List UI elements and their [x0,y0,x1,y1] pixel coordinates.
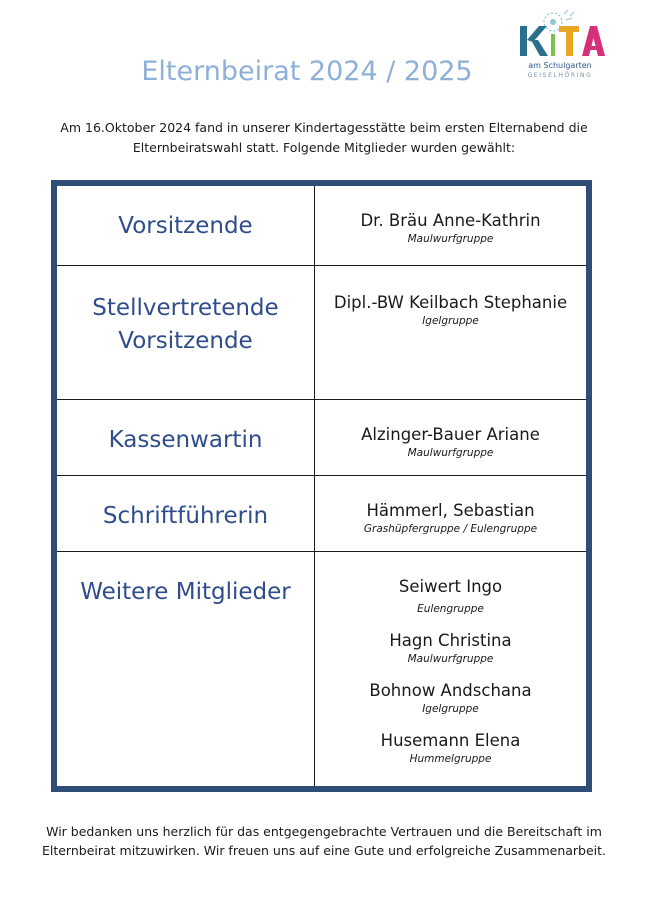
member-entry [315,616,586,666]
member-name: Hämmerl, Sebastian [366,500,535,520]
member-name: Alzinger-Bauer Ariane [361,424,540,444]
logo-location: GEISELHÖRING [527,72,593,79]
member-group: Igelgruppe [422,314,479,327]
member-name: Husemann Elena [380,730,521,750]
member-cell [315,265,587,399]
member-group: Maulwurfgruppe [407,446,494,459]
role-label: Schriftführerin [102,502,269,529]
member-entry [315,400,586,460]
member-group: Grashüpfergruppe / Eulengruppe [363,522,538,535]
member-group: Eulengruppe [417,602,484,615]
logo-letter-a [582,26,605,56]
member-name: Seiwert Ingo [398,576,503,596]
member-group: Maulwurfgruppe [407,233,494,245]
intro-text: Am 16.Oktober 2024 fand in unserer Kindertagesstätte beim ersten Elternabend die Elternbeiratswahl statt. Folgende Mitglieder wurden gewählt: [60,120,588,155]
table-row [57,265,586,399]
member-entry [315,266,586,328]
role-label: Stellvertretende Vorsitzende [92,294,279,354]
role-cell [57,186,315,265]
member-group: Igelgruppe [422,702,479,715]
role-label: Weitere Mitglieder [80,578,291,605]
member-entry [315,552,586,616]
role-label: Vorsitzende [118,213,253,239]
page-title: Elternbeirat 2024 / 2025 [141,56,473,87]
role-cell [57,399,315,475]
role-cell [57,265,315,399]
logo-subtitle: am Schulgarten [528,61,592,70]
logo-letter-k [520,26,548,56]
member-name: Dr. Bräu Anne-Kathrin [360,211,541,230]
role-cell [57,551,315,786]
kita-logo-graphic [512,6,608,62]
member-cell [315,551,587,786]
elternbeirat-board [51,180,592,792]
member-entry [315,476,586,536]
role-label: Kassenwartin [108,426,263,453]
member-entry [315,716,586,766]
member-name: Bohnow Andschana [369,680,532,700]
member-group: Hummelgruppe [409,752,492,765]
member-cell [315,186,587,265]
member-group: Maulwurfgruppe [407,652,494,665]
member-entry [315,186,586,246]
table-row [57,475,586,551]
logo-letter-t [559,26,579,56]
role-cell [57,475,315,551]
table-row [57,399,586,475]
closing-text: Wir bedanken uns herzlich für das entgegengebrachte Vertrauen und die Bereitschaft im Elternbeirat mitzuwirken. Wir freuen uns auf eine Gute und erfolgreiche Zusammenarbeit. [41,824,607,858]
member-cell [315,399,587,475]
members-table [57,186,586,786]
member-entry [315,666,586,716]
member-name: Dipl.-BW Keilbach Stephanie [333,292,568,312]
member-name: Hagn Christina [389,630,512,650]
table-row [57,551,586,786]
table-row [57,186,586,265]
member-cell [315,475,587,551]
